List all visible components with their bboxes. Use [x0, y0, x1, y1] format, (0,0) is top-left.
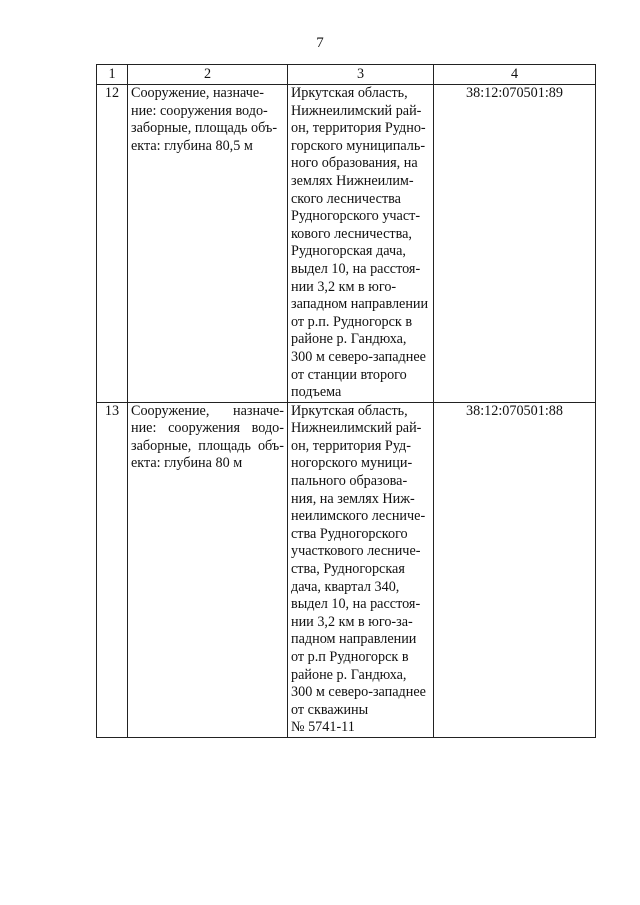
text-line: пального образова-: [291, 473, 408, 490]
text-line: № 5741-11: [291, 719, 355, 736]
text-line: екта: глубина 80,5 м: [131, 137, 253, 154]
cadastral-number: 38:12:070501:89: [434, 85, 596, 403]
page-number: 7: [316, 35, 324, 51]
location-description-text: [291, 403, 430, 737]
text-line: ние: сооружения водо-: [131, 102, 268, 119]
text-line: дача, квартал 340,: [291, 578, 400, 595]
text-line: ного образования, на: [291, 155, 418, 172]
header-col-1: 1: [97, 65, 128, 85]
text-line: горского муниципаль-: [291, 137, 426, 154]
text-line: от скважины: [291, 701, 369, 718]
text-line: кового лесничества,: [291, 225, 412, 242]
row-number: 13: [97, 402, 128, 737]
text-line: Нижнеилимский рай-: [291, 102, 422, 119]
text-line: он, территория Руд-: [291, 437, 411, 454]
text-line: участкового лесниче-: [291, 543, 421, 560]
text-line: Нижнеилимский рай-: [291, 420, 422, 437]
text-line: ногорского муници-: [291, 455, 413, 472]
object-description: [128, 85, 288, 403]
text-line: он, территория Рудно-: [291, 120, 426, 137]
text-line: ние: сооружения водо-: [131, 420, 284, 437]
text-line: Иркутская область,: [291, 402, 408, 419]
text-line: ского лесничества: [291, 190, 401, 207]
text-line: от станции второго: [291, 366, 407, 383]
object-description-text: [131, 85, 284, 155]
text-line: Рудногорского участ-: [291, 208, 421, 225]
text-line: екта: глубина 80 м: [131, 455, 243, 472]
location-description: [288, 402, 434, 737]
text-line: от р.п. Рудногорск в: [291, 313, 413, 330]
text-line: выдел 10, на расстоя-: [291, 260, 421, 277]
text-line: нии 3,2 км в юго-за-: [291, 613, 413, 630]
header-col-2: 2: [128, 65, 288, 85]
text-line: Рудногорская дача,: [291, 243, 406, 260]
property-table: [96, 64, 596, 738]
text-line: районе р. Гандюха,: [291, 666, 407, 683]
text-line: от р.п Рудногорск в: [291, 649, 409, 665]
table-row: [97, 402, 596, 737]
text-line: неилимского лесниче-: [291, 508, 426, 525]
text-line: ства, Рудногорская: [291, 561, 405, 578]
table-row: [97, 85, 596, 403]
text-line: падном направлении: [291, 631, 417, 648]
text-line: ства Рудногорского: [291, 525, 408, 542]
text-line: Иркутская область,: [291, 85, 408, 101]
text-line: Сооружение, назначе-: [131, 402, 284, 419]
table-header-row: [97, 65, 596, 85]
text-line: подъема: [291, 384, 342, 401]
object-description-text: [131, 403, 284, 473]
header-col-4: 4: [434, 65, 596, 85]
text-line: 300 м северо-западнее: [291, 348, 426, 365]
row-number: 12: [97, 85, 128, 403]
text-line: Сооружение, назначе-: [131, 85, 264, 101]
text-line: выдел 10, на расстоя-: [291, 596, 421, 613]
cadastral-number: 38:12:070501:88: [434, 402, 596, 737]
text-line: западном направлении: [291, 296, 429, 313]
location-description-text: [291, 85, 430, 402]
text-line: заборные, площадь объ-: [131, 120, 278, 137]
text-line: землях Нижнеилим-: [291, 172, 414, 189]
header-col-3: 3: [288, 65, 434, 85]
text-line: нии 3,2 км в юго-: [291, 278, 397, 295]
text-line: заборные, площадь объ-: [131, 437, 284, 454]
text-line: ния, на землях Ниж-: [291, 490, 415, 507]
text-line: 300 м северо-западнее: [291, 684, 426, 701]
object-description: [128, 402, 288, 737]
text-line: районе р. Гандюха,: [291, 331, 407, 348]
location-description: [288, 85, 434, 403]
